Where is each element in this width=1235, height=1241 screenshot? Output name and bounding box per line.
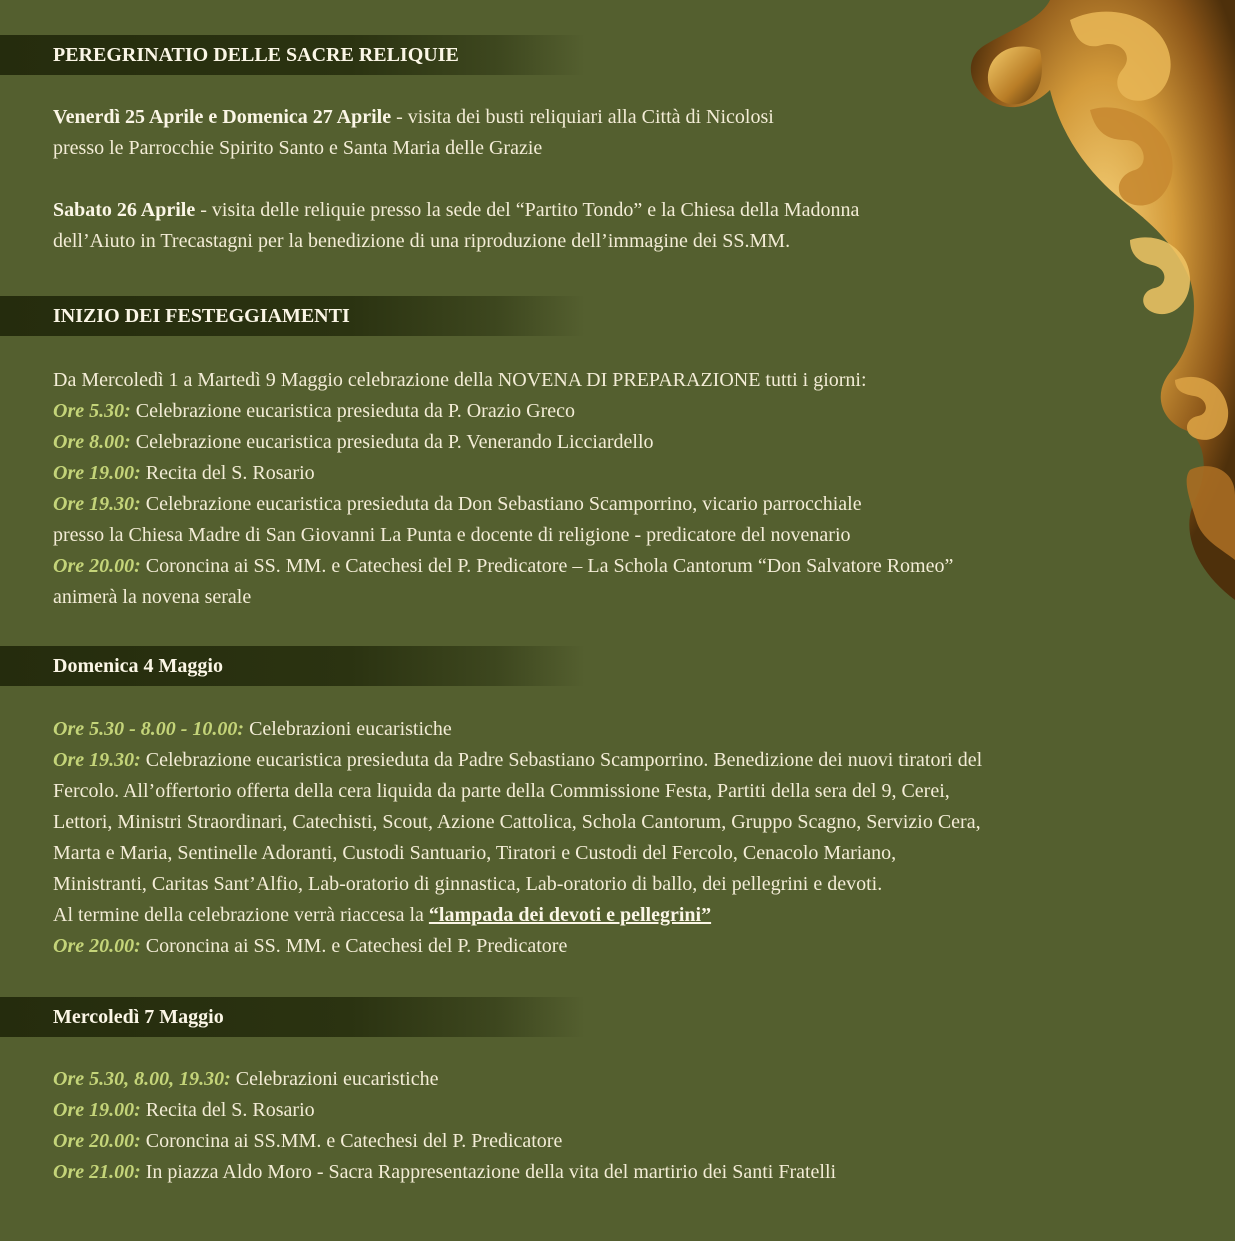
date-label: Sabato 26 Aprile [53,199,196,221]
event-text: Celebrazione eucaristica presieduta da P. Orazio Greco [130,400,576,422]
event-text: Coroncina ai SS. MM. e Catechesi del P. Predicatore [140,935,568,957]
schedule-row [53,1064,836,1095]
event-text: In piazza Aldo Moro - Sacra Rappresentazione della vita del martirio dei Santi Fratelli [140,1161,837,1183]
date-label: Venerdì 25 Aprile e Domenica 27 Aprile [53,106,392,128]
spacer [53,164,859,195]
text-line: Marta e Maria, Sentinelle Adoranti, Custodi Santuario, Tiratori e Custodi del Fercolo, Cenacolo Mariano, [53,842,897,864]
text-line: presso la Chiesa Madre di San Giovanni La Punta e docente di religione - predicatore del novenario [53,524,851,546]
event-text: Celebrazioni eucaristiche [244,718,452,740]
time-label: Ore 5.30 - 8.00 - 10.00: [53,718,245,740]
time-label: Ore 5.30, 8.00, 19.30: [53,1068,231,1090]
event-text: Celebrazioni eucaristiche [230,1068,439,1090]
event-text: Recita del S. Rosario [140,462,315,484]
domenica-body [53,714,982,962]
section-title: Mercoledì 7 Maggio [53,1006,224,1028]
event-text: Celebrazione eucaristica presieduta da Padre Sebastiano Scamporrino. Benedizione dei nuovi tiratori del [140,749,983,771]
schedule-row [53,551,953,582]
event-text: Celebrazione eucaristica presieduta da Don Sebastiano Scamporrino, vicario parrocchiale [140,493,862,515]
section-header-domenica [0,646,585,686]
lampada-link[interactable]: “lampada dei devoti e pellegrini” [428,904,712,926]
schedule-row [53,489,953,520]
text-line: Fercolo. All’offertorio offerta della cera liquida da parte della Commissione Festa, Partiti della sera del 9, Cerei, [53,780,950,802]
event-text: Coroncina ai SS.MM. e Catechesi del P. Predicatore [140,1130,563,1152]
schedule-row [53,1095,836,1126]
text-line: Da Mercoledì 1 a Martedì 9 Maggio celebrazione della NOVENA DI PREPARAZIONE tutti i giorni: [53,369,867,391]
time-label: Ore 20.00: [53,935,141,957]
time-label: Ore 19.00: [53,1099,141,1121]
text-line: Ministranti, Caritas Sant’Alfio, Lab-oratorio di ginnastica, Lab-oratorio di ballo, dei pellegrini e devoti. [53,873,883,895]
section-title: Domenica 4 Maggio [53,655,223,677]
text-line [53,900,982,931]
event-text: Coroncina ai SS. MM. e Catechesi del P. Predicatore – La Schola Cantorum “Don Salvatore Romeo” [140,555,954,577]
event-text: - visita delle reliquie presso la sede del “Partito Tondo” e la Chiesa della Madonna [195,199,860,221]
section-title: INIZIO DEI FESTEGGIAMENTI [53,305,350,327]
time-label: Ore 8.00: [53,431,131,453]
text-line: animerà la novena serale [53,586,252,608]
schedule-row [53,458,953,489]
schedule-row [53,745,982,776]
time-label: Ore 20.00: [53,1130,141,1152]
section-header-inizio [0,296,585,336]
inizio-body [53,365,953,613]
schedule-row [53,1126,836,1157]
event-text: Recita del S. Rosario [140,1099,315,1121]
text-line: Lettori, Ministri Straordinari, Catechisti, Scout, Azione Cattolica, Schola Cantorum, Gruppo Scagno, Servizio Cera, [53,811,981,833]
text-line [53,102,859,133]
event-text: - visita dei busti reliquiari alla Città di Nicolosi [391,106,774,128]
section-header-mercoledi [0,997,585,1037]
event-text: Al termine della celebrazione verrà riaccesa la [53,904,429,926]
time-label: Ore 19.00: [53,462,141,484]
text-line: presso le Parrocchie Spirito Santo e Santa Maria delle Grazie [53,137,543,159]
mercoledi-body [53,1064,836,1188]
peregrinatio-body [53,102,859,257]
text-line: dell’Aiuto in Trecastagni per la benedizione di una riproduzione dell’immagine dei SS.MM. [53,230,791,252]
time-label: Ore 19.30: [53,493,141,515]
time-label: Ore 19.30: [53,749,141,771]
time-label: Ore 20.00: [53,555,141,577]
schedule-row [53,714,982,745]
text-line [53,195,859,226]
section-title: PEREGRINATIO DELLE SACRE RELIQUIE [53,44,459,66]
schedule-row [53,396,953,427]
time-label: Ore 21.00: [53,1161,141,1183]
time-label: Ore 5.30: [53,400,131,422]
section-header-peregrinatio [0,35,585,75]
schedule-row [53,931,982,962]
schedule-row [53,1157,836,1188]
event-text: Celebrazione eucaristica presieduta da P. Venerando Licciardello [130,431,654,453]
schedule-row [53,427,953,458]
